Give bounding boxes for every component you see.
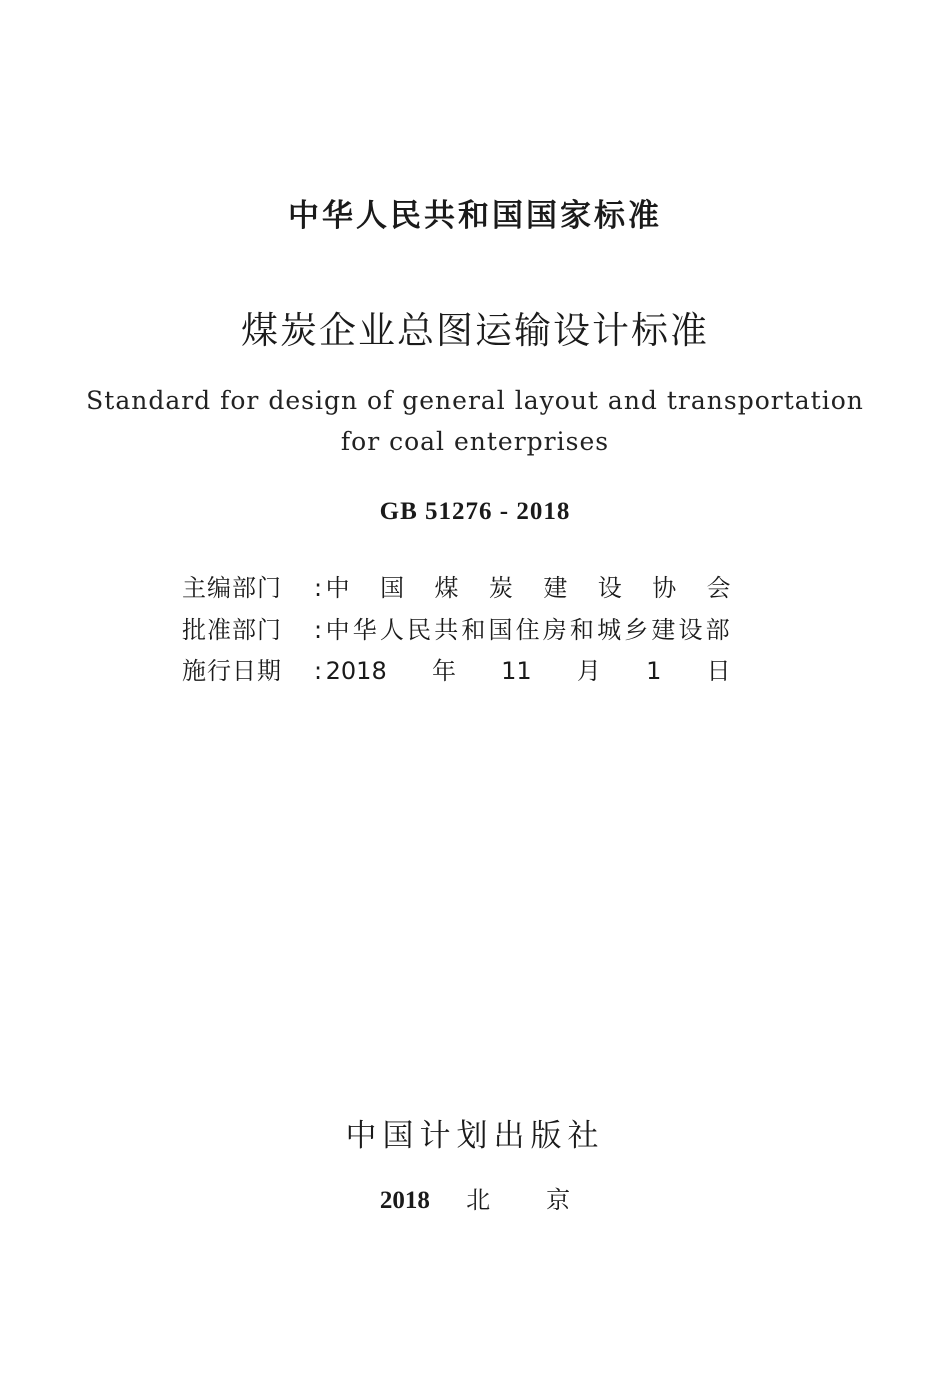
meta-row-approval — [182, 610, 742, 645]
meta-value: 2018年11月1日 — [325, 657, 731, 685]
meta-row-chief-editor — [182, 568, 742, 603]
standard-code: GB 51276 - 2018 — [379, 498, 571, 525]
standard-title-chinese: 煤炭企业总图运输设计标准 — [241, 309, 709, 352]
meta-row-effective-date — [182, 651, 742, 686]
standard-title-english-line-2: for coal enterprises — [340, 427, 610, 456]
meta-label: 施行日期 — [182, 657, 282, 685]
meta-colon: : — [314, 616, 323, 644]
meta-label: 主编部门 — [182, 574, 282, 602]
meta-value: 中华人民共和国住房和城乡建设部 — [325, 616, 731, 644]
national-standard-heading: 中华人民共和国国家标准 — [288, 198, 662, 234]
meta-value: 中国煤炭建设协会 — [325, 574, 731, 602]
imprint-line — [0, 1180, 950, 1215]
publisher-name: 中国计划出版社 — [345, 1118, 605, 1154]
imprint-year: 2018 — [379, 1187, 430, 1214]
imprint-city-part-1: 北 — [466, 1186, 491, 1214]
imprint-city-part-2: 京 — [546, 1186, 571, 1214]
meta-colon: : — [314, 574, 323, 602]
standard-title-english-line-1: Standard for design of general layout and transportation — [86, 386, 864, 415]
meta-label: 批准部门 — [182, 616, 282, 644]
meta-colon: : — [314, 657, 323, 685]
